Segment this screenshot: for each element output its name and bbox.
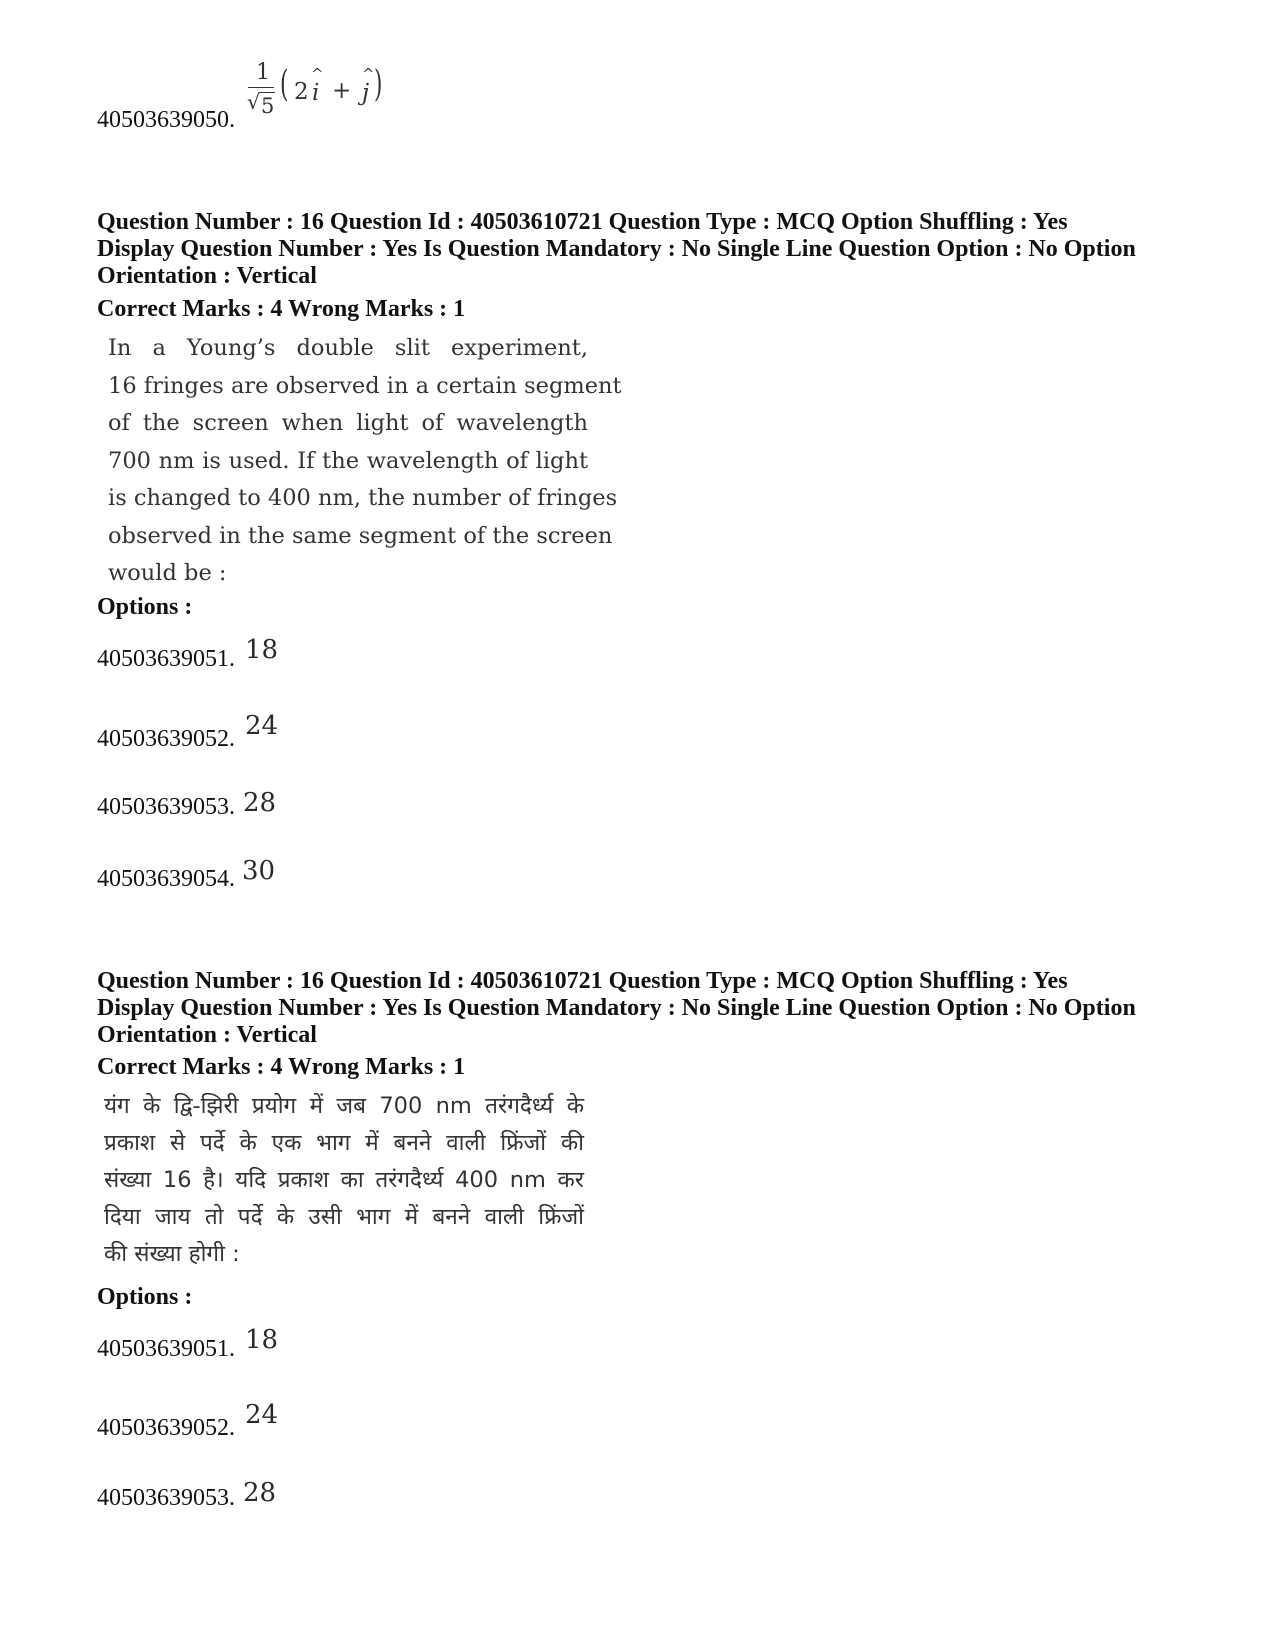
radical-sign: √ — [247, 90, 261, 114]
question-text-line: दिया जाय तो पर्दे के उसी भाग में बनने वाली फ्रिंजों — [104, 1204, 584, 1230]
option-id: 40503639051. — [97, 646, 235, 672]
question-marks: Correct Marks : 4 Wrong Marks : 1 — [97, 296, 466, 322]
question-text-line: of the screen when light of wavelength — [108, 410, 588, 436]
question-text — [104, 1088, 584, 1273]
question-text — [108, 330, 622, 593]
option-id: 40503639050. — [97, 107, 235, 133]
option-math-value — [240, 56, 400, 126]
option-id: 40503639054. — [97, 866, 235, 892]
option-value: 24 — [245, 1400, 279, 1430]
option-value: 28 — [243, 788, 277, 818]
plus-sign: + — [332, 78, 352, 104]
question-text-line: प्रकाश से पर्दे के एक भाग में बनने वाली फ्रिंजों की — [104, 1130, 584, 1156]
question-meta-line: Question Number : 16 Question Id : 40503610721 Question Type : MCQ Option Shuffling : Yes — [97, 968, 1068, 994]
option-value: 24 — [245, 711, 279, 741]
question-meta-line: Display Question Number : Yes Is Question Mandatory : No Single Line Question Option : No Option — [97, 995, 1136, 1021]
option-value: 18 — [245, 635, 279, 665]
options-label: Options : — [97, 1284, 193, 1310]
radical-bar — [260, 92, 275, 93]
question-text-line: 700 nm is used. If the wavelength of light — [108, 447, 588, 474]
question-text-line: would be : — [108, 560, 227, 586]
option-id: 40503639051. — [97, 1336, 235, 1362]
open-paren: ( — [280, 64, 289, 105]
question-marks: Correct Marks : 4 Wrong Marks : 1 — [97, 1054, 466, 1080]
question-text-line: observed in the same segment of the screen — [108, 522, 613, 549]
unit-vector-j: j — [362, 80, 370, 106]
option-id: 40503639052. — [97, 1415, 235, 1441]
question-meta-line: Orientation : Vertical — [97, 1022, 317, 1048]
question-text-line: is changed to 400 nm, the number of fringes — [108, 485, 618, 511]
option-value: 30 — [242, 856, 276, 886]
question-text-line: In a Young’s double slit experiment, — [108, 335, 588, 361]
question-meta — [97, 968, 1187, 1049]
question-meta-line: Orientation : Vertical — [97, 263, 317, 289]
question-text-line: की संख्या होगी : — [104, 1241, 240, 1267]
hat-j: ^ — [362, 65, 375, 83]
close-paren: ) — [374, 64, 383, 105]
fraction-numerator: 1 — [256, 60, 270, 85]
unit-vector-i: i — [312, 80, 320, 106]
fraction-bar — [248, 87, 274, 88]
question-text-line: संख्या 16 है। यदि प्रकाश का तरंगदैर्ध्य 400 nm कर — [104, 1167, 584, 1193]
option-id: 40503639053. — [97, 1485, 235, 1511]
question-text-line: 16 fringes are observed in a certain segment — [108, 372, 622, 399]
radicand: 5 — [261, 94, 275, 118]
question-meta — [97, 209, 1187, 290]
option-id: 40503639052. — [97, 726, 235, 752]
option-value: 28 — [243, 1478, 277, 1508]
question-meta-line: Display Question Number : Yes Is Question Mandatory : No Single Line Question Option : No Option — [97, 236, 1136, 262]
options-label: Options : — [97, 594, 193, 620]
option-value: 18 — [245, 1325, 279, 1355]
question-meta-line: Question Number : 16 Question Id : 40503610721 Question Type : MCQ Option Shuffling : Yes — [97, 209, 1068, 235]
coefficient: 2 — [294, 79, 309, 105]
question-text-line: यंग के द्वि-झिरी प्रयोग में जब 700 nm तरंगदैर्ध्य के — [104, 1093, 584, 1119]
option-id: 40503639053. — [97, 794, 235, 820]
hat-i: ^ — [311, 65, 324, 83]
